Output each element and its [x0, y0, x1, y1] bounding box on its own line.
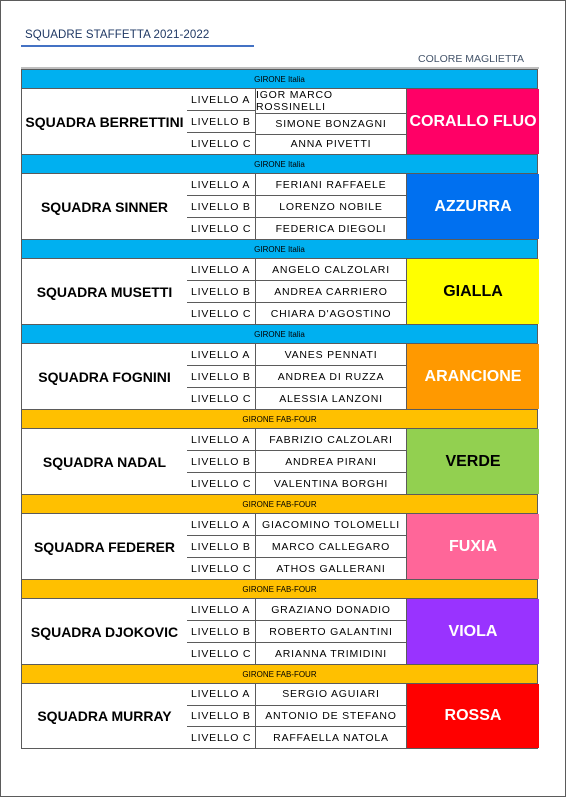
group-header: GIRONE FAB-FOUR — [21, 494, 538, 513]
shirt-color-cell: ROSSA — [407, 684, 539, 748]
team-row — [21, 598, 538, 664]
level-label: LIVELLO A — [187, 684, 255, 706]
player-column — [255, 514, 407, 579]
team-name: SQUADRA FOGNINI — [38, 368, 171, 385]
shirt-color-cell: FUXIA — [407, 514, 539, 579]
group-header: GIRONE Italia — [21, 154, 538, 173]
team-name: SQUADRA FEDERER — [33, 538, 176, 555]
shirt-color-cell: CORALLO FLUO — [407, 89, 539, 154]
group-header: GIRONE Italia — [21, 239, 538, 258]
team-name: SQUADRA DJOKOVIC — [30, 623, 179, 640]
player-name: SIMONE BONZAGNI — [256, 114, 406, 135]
team-name: SQUADRA BERRETTINI — [25, 113, 184, 130]
player-name: ATHOS GALLERANI — [276, 562, 386, 575]
level-column — [187, 174, 255, 239]
level-label: LIVELLO A — [187, 599, 255, 621]
player-name: ANGELO CALZOLARI — [256, 259, 406, 281]
level-label: LIVELLO B — [187, 111, 255, 133]
player-name: ARIANNA TRIMIDINI — [274, 647, 387, 660]
level-label: LIVELLO A — [187, 514, 255, 536]
player-name: ALESSIA LANZONI — [279, 392, 383, 405]
level-label: LIVELLO C — [191, 137, 252, 150]
level-label: LIVELLO A — [187, 174, 255, 196]
level-label: LIVELLO A — [187, 259, 255, 281]
level-label: LIVELLO C — [191, 222, 252, 235]
level-label: LIVELLO B — [187, 196, 255, 218]
level-column — [187, 429, 255, 494]
teams-table — [21, 69, 538, 749]
player-name: ANDREA CARRIERO — [256, 281, 406, 303]
level-column — [187, 259, 255, 324]
level-column — [187, 514, 255, 579]
shirt-color-cell: GIALLA — [407, 259, 539, 324]
player-name: GIACOMINO TOLOMELLI — [256, 514, 406, 536]
player-name: GRAZIANO DONADIO — [256, 599, 406, 621]
player-name: VANES PENNATI — [256, 344, 406, 366]
level-label: LIVELLO B — [187, 706, 255, 728]
team-row — [21, 513, 538, 579]
level-column — [187, 684, 255, 748]
level-label: LIVELLO C — [191, 562, 252, 575]
player-column — [255, 89, 407, 154]
team-row — [21, 683, 538, 749]
page-title: SQUADRE STAFFETTA 2021-2022 — [25, 29, 210, 41]
player-name: ANNA PIVETTI — [290, 138, 372, 151]
player-column — [255, 174, 407, 239]
team-name: SQUADRA MURRAY — [37, 708, 172, 724]
team-name: SQUADRA MUSETTI — [36, 283, 173, 300]
shirt-color-cell: AZZURRA — [407, 174, 539, 239]
level-column — [187, 599, 255, 664]
team-row — [21, 173, 538, 239]
player-name: ANDREA DI RUZZA — [256, 366, 406, 388]
level-label: LIVELLO A — [187, 89, 255, 111]
level-label: LIVELLO A — [187, 344, 255, 366]
player-column — [255, 599, 407, 664]
team-name: SQUADRA SINNER — [40, 198, 169, 215]
level-label: LIVELLO A — [187, 429, 255, 451]
player-name: LORENZO NOBILE — [256, 196, 406, 218]
group-header: GIRONE Italia — [21, 324, 538, 343]
title-underline — [21, 45, 254, 47]
team-row — [21, 428, 538, 494]
shirt-color-cell: ARANCIONE — [407, 344, 539, 409]
level-label: LIVELLO B — [187, 621, 255, 643]
level-label: LIVELLO C — [191, 731, 252, 744]
group-header: GIRONE Italia — [21, 69, 538, 88]
level-label: LIVELLO B — [187, 451, 255, 473]
shirt-color-cell: VERDE — [407, 429, 539, 494]
group-header: GIRONE FAB-FOUR — [21, 409, 538, 428]
player-name: MARCO CALLEGARO — [256, 536, 406, 558]
player-name: IGOR MARCO ROSSINELLI — [256, 89, 406, 114]
level-column — [187, 89, 255, 154]
group-header: GIRONE FAB-FOUR — [21, 664, 538, 683]
player-name: ANDREA PIRANI — [256, 451, 406, 473]
team-row — [21, 258, 538, 324]
team-row — [21, 343, 538, 409]
level-label: LIVELLO C — [191, 307, 252, 320]
level-label: LIVELLO B — [187, 281, 255, 303]
player-name: FABRIZIO CALZOLARI — [256, 429, 406, 451]
player-column — [255, 684, 407, 748]
level-label: LIVELLO B — [187, 366, 255, 388]
level-label: LIVELLO C — [191, 477, 252, 490]
player-column — [255, 429, 407, 494]
level-label: LIVELLO B — [187, 536, 255, 558]
player-name: FEDERICA DIEGOLI — [275, 222, 387, 235]
group-header: GIRONE FAB-FOUR — [21, 579, 538, 598]
player-name: CHIARA D'AGOSTINO — [270, 307, 392, 320]
level-column — [187, 344, 255, 409]
player-name: SERGIO AGUIARI — [256, 684, 406, 706]
shirt-color-cell: VIOLA — [407, 599, 539, 664]
player-column — [255, 344, 407, 409]
player-name: ANTONIO DE STEFANO — [256, 706, 406, 728]
shirt-color-header: COLORE MAGLIETTA — [418, 53, 524, 65]
player-name: FERIANI RAFFAELE — [256, 174, 406, 196]
level-label: LIVELLO C — [191, 647, 252, 660]
level-label: LIVELLO C — [191, 392, 252, 405]
team-row — [21, 88, 538, 154]
team-name: SQUADRA NADAL — [42, 453, 167, 470]
player-name: RAFFAELLA NATOLA — [273, 731, 389, 744]
player-name: VALENTINA BORGHI — [273, 477, 389, 490]
player-name: ROBERTO GALANTINI — [256, 621, 406, 643]
player-column — [255, 259, 407, 324]
